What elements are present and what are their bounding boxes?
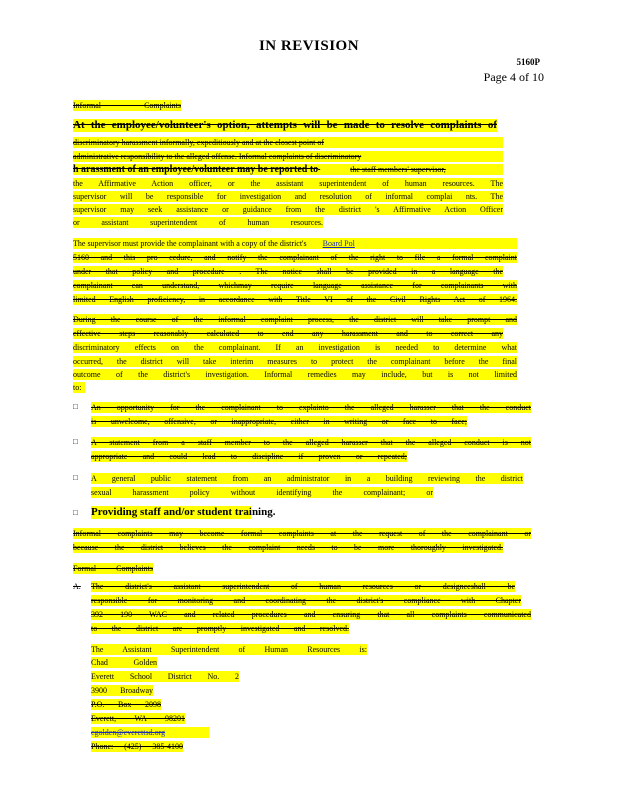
- para5-line1: Informal complaints may become formal complaints at the request of the complainant or: [73, 529, 531, 538]
- bullet2-line1: A statement from a staff member to the alleged harasser that the alleged conduct is not: [91, 438, 531, 447]
- bullet3-line1: A general public statement from an administrator in a building reviewing the district: [91, 474, 523, 483]
- contact-street: 3900 Broadway: [91, 686, 153, 695]
- formal-heading: Formal Complaints: [73, 564, 153, 573]
- para2-line4: or assistant superintendent of human resources.: [73, 218, 323, 227]
- para4-line1: During the course of the informal complaint process, the district will take prompt and: [73, 315, 517, 324]
- contact-org: Everett School District No. 2: [91, 672, 239, 681]
- bullet-icon: □: [73, 402, 78, 411]
- bullet-icon: □: [73, 437, 78, 446]
- para4-line5: outcome of the district's investigation. Informal remedies may include, but is not limited: [73, 370, 517, 379]
- bullet-icon: □: [73, 473, 78, 482]
- para3-line3: under that policy and procedure . The notice shall be provided in a language the: [73, 267, 503, 276]
- para1-line2: administrative responsibility to the alleged offense. Informal complaints of discriminatory: [73, 151, 503, 162]
- formal-item-line4: to the district are promptly investigated and resolved.: [91, 624, 349, 633]
- para3-line2: 5160 and this pro cedure, and notify the complainant of the right to file a formal complaint: [73, 253, 517, 262]
- board-policy-link[interactable]: Board Pol: [322, 239, 355, 248]
- training-item: Providing staff and/or student training.: [91, 506, 276, 518]
- para5-line2: because the district believes the complaint needs to be more thoroughly investigated.: [73, 543, 503, 552]
- para1-line3: h arassment of an employee/volunteer may be reported to the staff members' supervisor,: [73, 164, 503, 175]
- bullet3-line2: sexual harassment policy without identifying the complainant; or: [91, 488, 433, 497]
- contact-name: Chad Golden: [91, 658, 157, 667]
- contact-intro: The Assistant Superintendent of Human Resources is:: [91, 645, 367, 654]
- formal-item-line3: 392 190 WAC and related procedures and ensuring that all complaints communicated: [91, 610, 531, 619]
- para4-line6: to:: [73, 382, 85, 393]
- bullet2-line2: appropriate and could lead to discipline if proven or repeated;: [91, 452, 407, 461]
- para3-line5: limited English proficiency, in accordance with Title VI of the Civil Rights Act of 1964.: [73, 295, 517, 304]
- para4-line3: discriminatory effects on the complainant. If an investigation is needed to determine what: [73, 343, 517, 352]
- formal-item-line2: responsible for monitoring and coordinating the district's compliance with Chapter: [91, 596, 521, 605]
- para2-line3: supervisor may seek assistance or guidance from the district 's Affirmative Action Officer: [73, 205, 503, 214]
- policy-number: 5160P: [516, 57, 540, 67]
- formal-item-label: A.: [73, 582, 81, 591]
- bullet-icon: □: [73, 508, 78, 517]
- para3-line1: The supervisor must provide the complainant with a copy of the district's Board Pol: [73, 238, 517, 249]
- page-title: IN REVISION: [258, 38, 360, 54]
- para2-line2: supervisor will be responsible for investigation and resolution of informal complai nts. The: [73, 192, 503, 201]
- para1-line1: discriminatory harassment informally, expeditiously and at the closest point of: [73, 137, 503, 148]
- option-line: At the employee/volunteer's option, attempts will be made to resolve complaints of: [73, 119, 497, 131]
- contact-phone: Phone: (425) 385-4100: [91, 742, 183, 751]
- contact-email-link[interactable]: cgolden@everettsd.org: [91, 727, 209, 738]
- page-indicator: Page 4 of 10: [483, 70, 544, 84]
- para4-line2: effective steps reasonably calculated to end any harassment and to correct any: [73, 329, 503, 338]
- para4-line4: occurred, the district will take interim measures to protect the complainant before the final: [73, 357, 517, 366]
- bullet1-line2: is unwelcome, offensive, or inappropriate, either in writing or face to face;: [91, 417, 467, 426]
- para2-line1: the Affirmative Action officer, or the assistant superintendent of human resources. The: [73, 179, 503, 188]
- contact-po: P.O. Box 2098: [91, 700, 161, 709]
- informal-heading: Informal Complaints: [73, 101, 181, 110]
- contact-city: Everett, WA 98201: [91, 714, 185, 723]
- para3-line4: complainant can understand, whichmay require language assistance for complainants with: [73, 281, 517, 290]
- formal-item-line1: The district's assistant superintendent of human resources or designeeshall be: [91, 582, 515, 591]
- bullet1-line1: An opportunity for the complainant to explainto the alleged harasser that the conduct: [91, 403, 531, 412]
